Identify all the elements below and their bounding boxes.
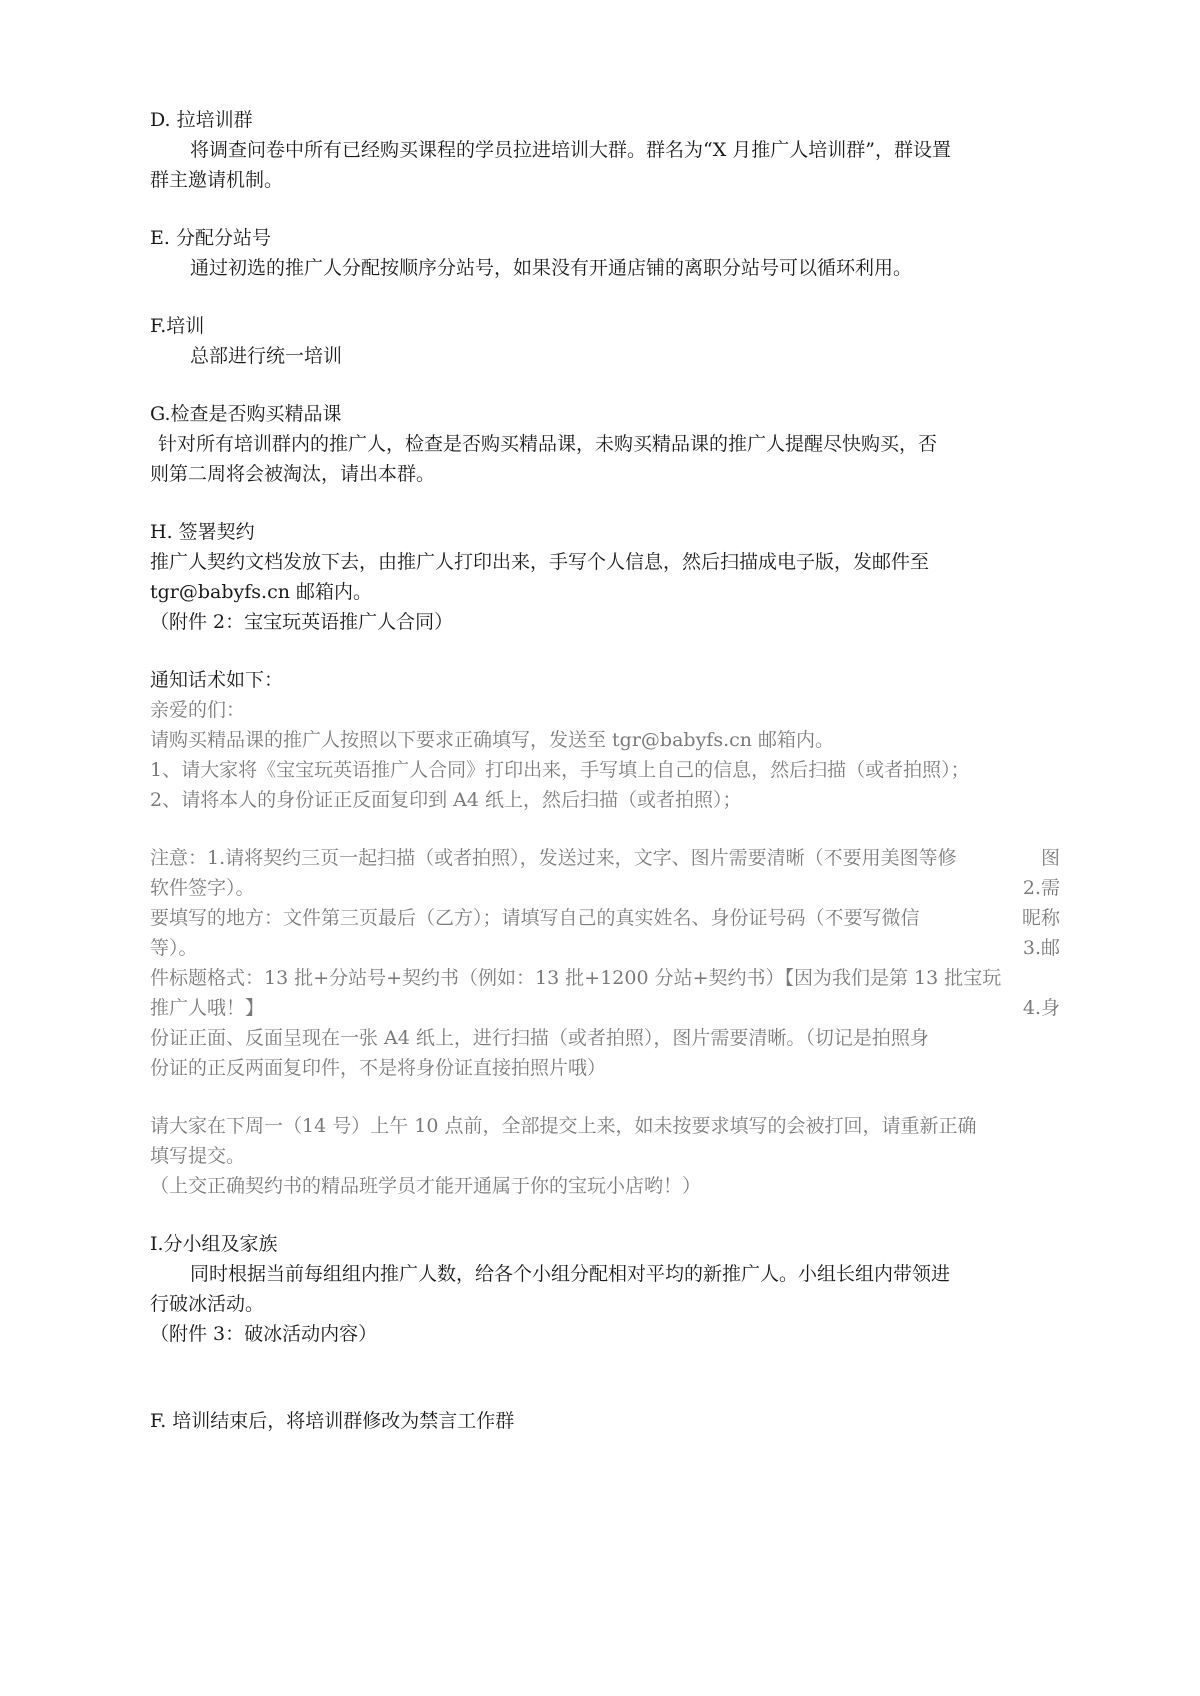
section-i-heading: I.分小组及家族 <box>150 1233 278 1255</box>
section-f-body-line-1: 总部进行统一培训 <box>190 345 343 367</box>
section-e-body-line-1: 通过初选的推广人分配按顺序分站号，如果没有开通店铺的离职分站号可以循环利用。 <box>190 257 913 279</box>
section-h-body-line-2: tgr@babyfs.cn 邮箱内。 <box>150 581 373 603</box>
section-h-heading: H. 签署契约 <box>150 521 255 543</box>
section-e-heading: E. 分配分站号 <box>150 227 271 249</box>
notice-note-line-2-tail: 2.需 <box>1022 877 1060 899</box>
section-f-heading: F.培训 <box>150 315 205 337</box>
notice-note-line-3: 要填写的地方：文件第三页最后（乙方）；请填写自己的真实姓名、身份证号码（不要写微信 <box>150 907 920 929</box>
notice-line-2: 1、请大家将《宝宝玩英语推广人合同》打印出来，手写填上自己的信息，然后扫描（或者拍照）； <box>150 759 970 781</box>
notice-note-line-1-tail: 图 <box>1040 847 1060 869</box>
notice-note-line-3-tail: 昵称 <box>1021 907 1060 929</box>
section-f2-heading: F. 培训结束后，将培训群修改为禁言工作群 <box>150 1410 515 1432</box>
notice-note-line-1: 注意：1.请将契约三页一起扫描（或者拍照），发送过来，文字、图片需要清晰（不要用美图等修 <box>150 847 957 869</box>
section-g-body-line-1: 针对所有培训群内的推广人，检查是否购买精品课，未购买精品课的推广人提醒尽快购买，否 <box>158 433 938 455</box>
section-h-body-line-1: 推广人契约文档发放下去，由推广人打印出来，手写个人信息，然后扫描成电子版，发邮件至 <box>150 551 930 573</box>
section-g-heading: G.检查是否购买精品课 <box>150 403 342 425</box>
notice-footnote: （上交正确契约书的精品班学员才能开通属于你的宝玩小店哟！） <box>150 1175 702 1197</box>
notice-note-line-4: 等）。 <box>150 937 198 959</box>
notice-note-line-6: 推广人哦！】 <box>150 997 265 1019</box>
notice-line-1: 请购买精品课的推广人按照以下要求正确填写，发送至 tgr@babyfs.cn 邮箱内。 <box>150 729 835 751</box>
notice-line-3: 2、请将本人的身份证正反面复印到 A4 纸上，然后扫描（或者拍照）； <box>150 789 742 811</box>
section-i-body-line-1: 同时根据当前每组组内推广人数，给各个小组分配相对平均的新推广人。小组长组内带领进 <box>190 1263 951 1285</box>
notice-note-line-5: 件标题格式：13 批+分站号+契约书（例如：13 批+1200 分站+契约书）【因为我们是第 13 批宝玩 <box>150 967 1002 989</box>
section-i-body-line-2: 行破冰活动。 <box>150 1293 265 1315</box>
notice-note-line-2: 软件签字）。 <box>150 877 255 899</box>
notice-deadline-line-2: 填写提交。 <box>150 1145 246 1167</box>
section-d-body-line-1: 将调查问卷中所有已经购买课程的学员拉进培训大群。群名为“X 月推广人培训群”，群设置 <box>190 139 951 161</box>
section-d-heading: D. 拉培训群 <box>150 109 253 131</box>
section-h-attachment: （附件 2：宝宝玩英语推广人合同） <box>150 611 454 633</box>
notice-note-line-4-tail: 3.邮 <box>1022 937 1060 959</box>
notice-note-line-8: 份证的正反两面复印件，不是将身份证直接拍照片哦） <box>150 1057 607 1079</box>
notice-greeting: 亲爱的们： <box>150 699 246 721</box>
notice-heading: 通知话术如下： <box>150 669 284 691</box>
notice-note-line-6-tail: 4.身 <box>1022 997 1060 1019</box>
notice-note-line-7: 份证正面、反面呈现在一张 A4 纸上，进行扫描（或者拍照），图片需要清晰。（切记是拍照身 <box>150 1027 929 1049</box>
notice-deadline-line-1: 请大家在下周一（14 号）上午 10 点前，全部提交上来，如未按要求填写的会被打回，请重新正确 <box>150 1115 977 1137</box>
section-g-body-line-2: 则第二周将会被淘汰，请出本群。 <box>150 463 436 485</box>
section-d-body-line-2: 群主邀请机制。 <box>150 169 284 191</box>
section-i-attachment: （附件 3：破冰活动内容） <box>150 1323 378 1345</box>
